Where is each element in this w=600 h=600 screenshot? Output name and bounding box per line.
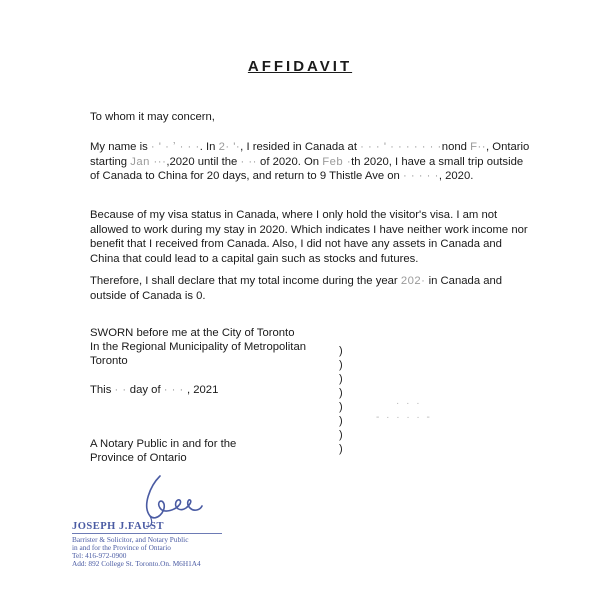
- redacted-return-date: · · · · ·: [402, 170, 439, 182]
- redacted-trip-date: Feb ·: [322, 155, 352, 168]
- redacted-start-date: Jan ···: [130, 155, 167, 168]
- notary-stamp-name: JOSEPH J.FAUST: [72, 521, 164, 532]
- sworn-date-line: This · · day of · · · , 2021: [90, 384, 219, 396]
- notary-line-1: A Notary Public in and for the: [90, 438, 237, 450]
- redacted-address: · · · ' · · · · · · ·: [360, 141, 442, 153]
- stamp-line-1: Barrister & Solicitor, and Notary Public: [72, 535, 189, 544]
- redacted-year: 2· '·: [218, 141, 241, 153]
- redacted-name: · ' · ʼ · · ·: [150, 141, 200, 153]
- redacted-address-2: F··: [470, 141, 487, 153]
- stamp-phone: Tel: 416-972-0900: [72, 551, 127, 560]
- paragraph-1: My name is · ' · ʼ · · ·. In 2· '·, I resided in Canada at · · · ' · · · · · · ·nond F··, Ontario starting Jan ···,2020 until the · ·· of 2020. On Feb ·th 2020, I have a small trip outside of Canada to China for 20 days, and return to 9 Thistle Ave on · · · · ·, 2020.: [90, 141, 530, 182]
- notary-line-2: Province of Ontario: [90, 452, 187, 464]
- salutation: To whom it may concern,: [90, 111, 215, 123]
- faint-mark-1: · · ·: [396, 398, 422, 409]
- stamp-divider: [72, 533, 222, 534]
- document-title: AFFIDAVIT: [247, 58, 353, 75]
- sworn-line-3: Toronto: [90, 355, 128, 367]
- stamp-line-2: in and for the Province of Ontario: [72, 543, 171, 552]
- redacted-end-date: · ··: [240, 155, 257, 168]
- signature-graphic: [120, 468, 230, 528]
- sworn-line-1: SWORN before me at the City of Toronto: [90, 327, 295, 339]
- stamp-address: Add: 892 College St. Toronto.On. M6H1A4: [72, 559, 201, 568]
- paragraph-2: Because of my visa status in Canada, where I only hold the visitor's visa. I am not allowed to work during my stay in 2020. Which indicates I have neither work income nor benefit that I received from Canada. Also, I did not have any assets in Canada and China that could lead to a capital gain such as stocks and futures.: [90, 209, 528, 265]
- redacted-day: · ·: [114, 384, 127, 396]
- sworn-line-2: In the Regional Municipality of Metropolitan: [90, 341, 307, 353]
- paragraph-3: Therefore, I shall declare that my total income during the year 202· in Canada and outside of Canada is 0.: [90, 275, 503, 302]
- redacted-month: · · ·: [163, 384, 184, 396]
- redacted-income-year: 202·: [400, 275, 426, 287]
- faint-mark-2: - · · · · -: [376, 412, 432, 423]
